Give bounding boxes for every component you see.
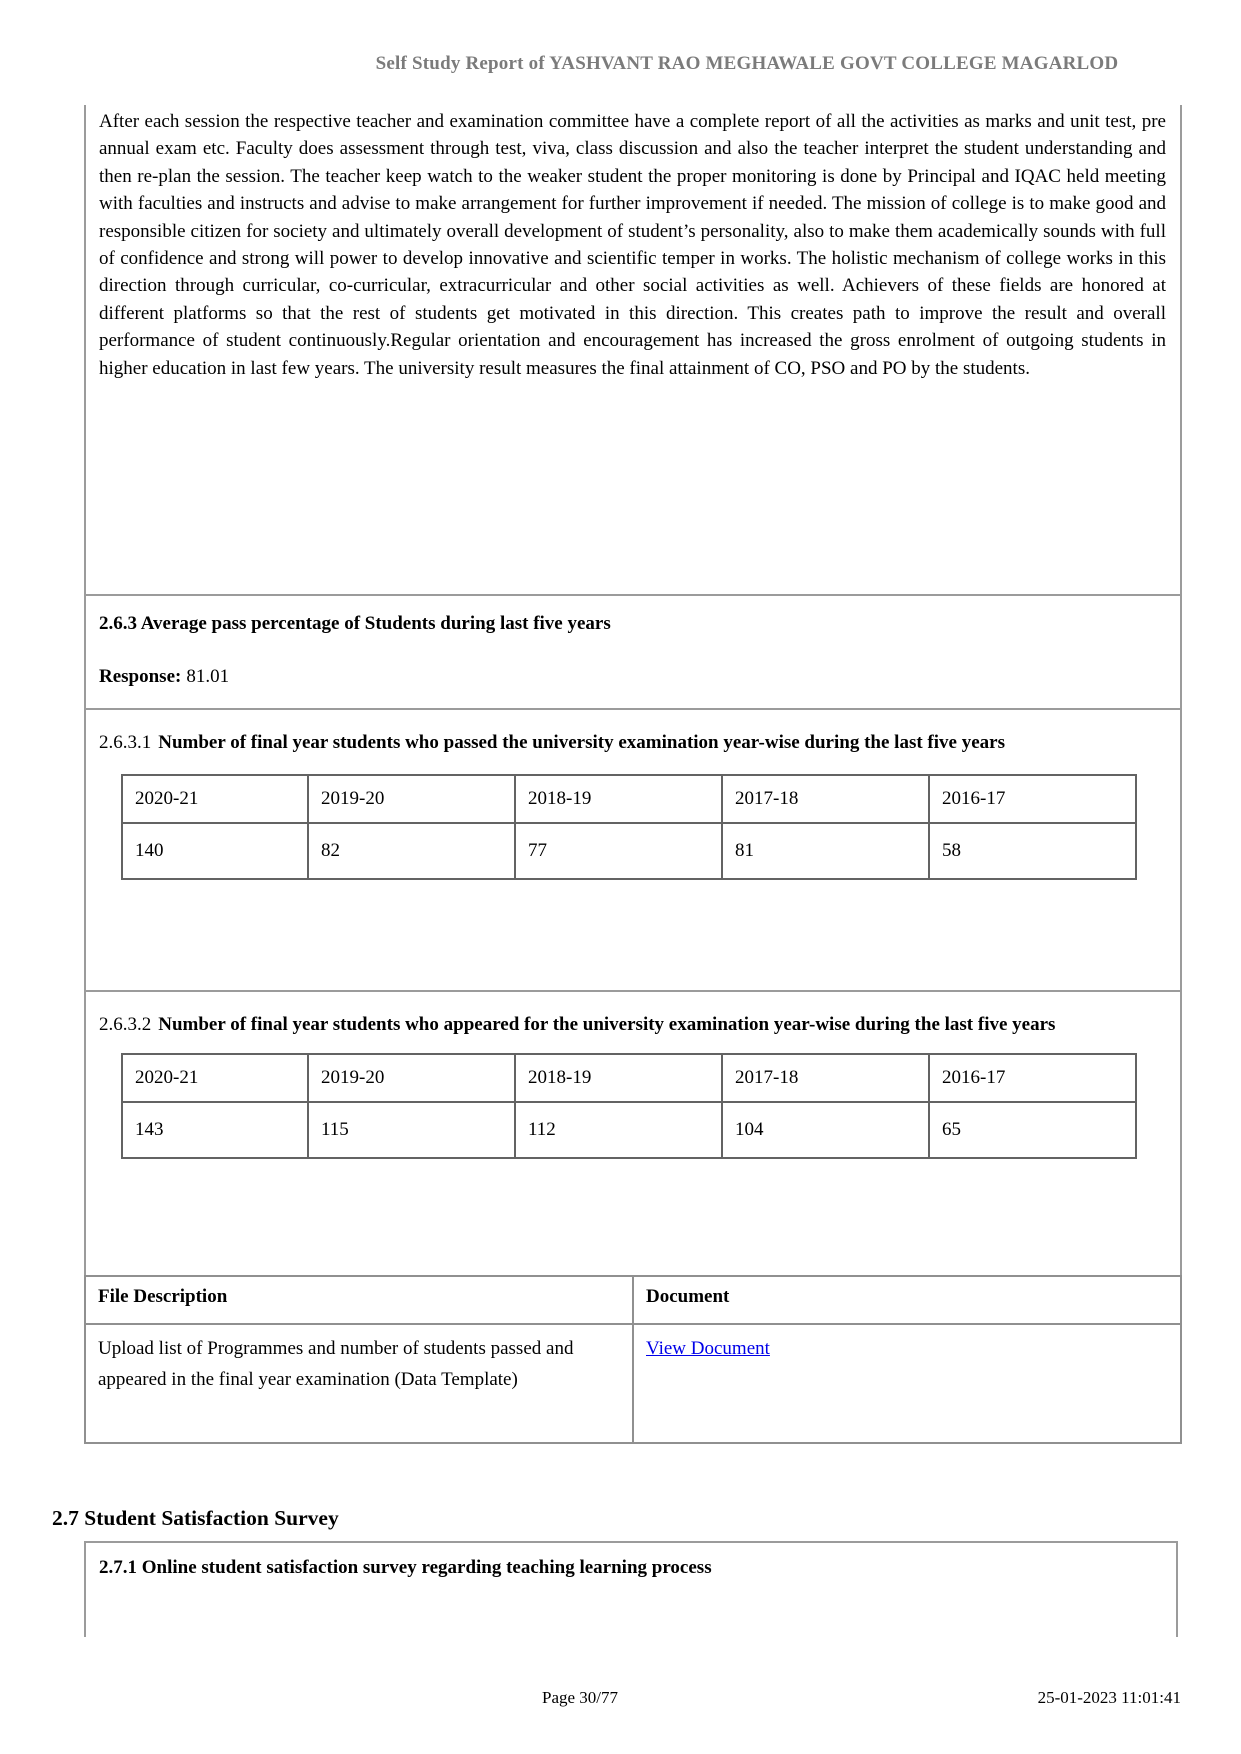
section-number: 2.6.3.2: [99, 1014, 152, 1035]
file-description-table: [84, 1275, 1182, 1444]
year-header: 2017-18: [722, 1054, 929, 1102]
appeared-count: 115: [308, 1102, 515, 1158]
passed-count: 140: [122, 823, 308, 879]
response-line: [99, 666, 1166, 688]
section-2-7-heading: 2.7 Student Satisfaction Survey: [52, 1506, 339, 1530]
passed-count: 77: [515, 823, 722, 879]
section-title: Number of final year students who passed the university examination year-wise during the last five years: [158, 732, 1005, 753]
year-header: 2019-20: [308, 775, 515, 823]
overview-paragraph: After each session the respective teacher and examination committee have a complete report of all the activities as marks and unit test, pre annual exam etc. Faculty does assessment through test, viva, class discussion and also the teacher interpret the student understanding and then re-plan the session. The teacher keep watch to the weaker student the proper monitoring is done by Principal and IQAC held meeting with faculties and instructs and advise to make arrangement for further improvement if needed. The mission of college is to make good and responsible citizen for society and ultimately overall development of student’s personality, also to make them academically sounds with full of confidence and strong will power to develop innovative and scientific temper in works. The holistic mechanism of college works in this direction through curricular, co-curricular, extracurricular and other social activities as well. Achievers of these fields are honored at different platforms so that the rest of students get motivated in this direction. This creates path to improve the result and overall performance of student continuously.Regular orientation and encouragement has increased the gross enrolment of outgoing students in higher education in last few years. The university result measures the final attainment of CO, PSO and PO by the students.: [99, 111, 1166, 379]
section-title: Number of final year students who appeared for the university examination year-wise during the last five years: [158, 1014, 1056, 1035]
year-header: 2018-19: [515, 1054, 722, 1102]
passed-count: 82: [308, 823, 515, 879]
table-header-row: [122, 1054, 1136, 1102]
content-sections: [84, 105, 1182, 1275]
table-value-row: [122, 1102, 1136, 1158]
response-label: Response:: [99, 666, 182, 687]
students-passed-table: [121, 774, 1137, 880]
passed-count: 81: [722, 823, 929, 879]
response-value: 81.01: [186, 666, 230, 687]
file-table-header-row: [85, 1276, 1181, 1324]
passed-count: 58: [929, 823, 1136, 879]
file-table-row: [85, 1324, 1181, 1443]
document-header: Document: [633, 1276, 1181, 1324]
section-2-6-3-2: [86, 992, 1180, 1275]
table-header-row: [122, 775, 1136, 823]
section-overview: [86, 105, 1180, 596]
section-2-6-3-heading: 2.6.3 Average pass percentage of Students during last five years: [99, 613, 611, 634]
section-2-7-1: [84, 1541, 1178, 1637]
section-2-6-3-1-heading: [99, 723, 1166, 763]
section-number: 2.6.3.1: [99, 732, 152, 753]
year-header: 2017-18: [722, 775, 929, 823]
file-description-cell: Upload list of Programmes and number of students passed and appeared in the final year examination (Data Template): [85, 1324, 633, 1443]
appeared-count: 104: [722, 1102, 929, 1158]
page-title: Self Study Report of YASHVANT RAO MEGHAWALE GOVT COLLEGE MAGARLOD: [375, 53, 1119, 74]
year-header: 2020-21: [122, 1054, 308, 1102]
file-description-header: File Description: [85, 1276, 633, 1324]
section-2-6-3-1: [86, 710, 1180, 992]
appeared-count: 112: [515, 1102, 722, 1158]
year-header: 2016-17: [929, 1054, 1136, 1102]
year-header: 2020-21: [122, 775, 308, 823]
year-header: 2019-20: [308, 1054, 515, 1102]
appeared-count: 143: [122, 1102, 308, 1158]
table-value-row: [122, 823, 1136, 879]
generated-timestamp: 25-01-2023 11:01:41: [1037, 1688, 1181, 1707]
section-2-6-3-2-heading: [99, 1005, 1166, 1045]
view-document-link[interactable]: View Document: [646, 1338, 770, 1359]
students-appeared-table: [121, 1053, 1137, 1159]
year-header: 2018-19: [515, 775, 722, 823]
section-2-7-1-heading: 2.7.1 Online student satisfaction survey regarding teaching learning process: [99, 1557, 712, 1578]
page-number: Page 30/77: [541, 1688, 619, 1707]
year-header: 2016-17: [929, 775, 1136, 823]
section-2-6-3: [86, 596, 1180, 710]
appeared-count: 65: [929, 1102, 1136, 1158]
document-cell: [633, 1324, 1181, 1443]
